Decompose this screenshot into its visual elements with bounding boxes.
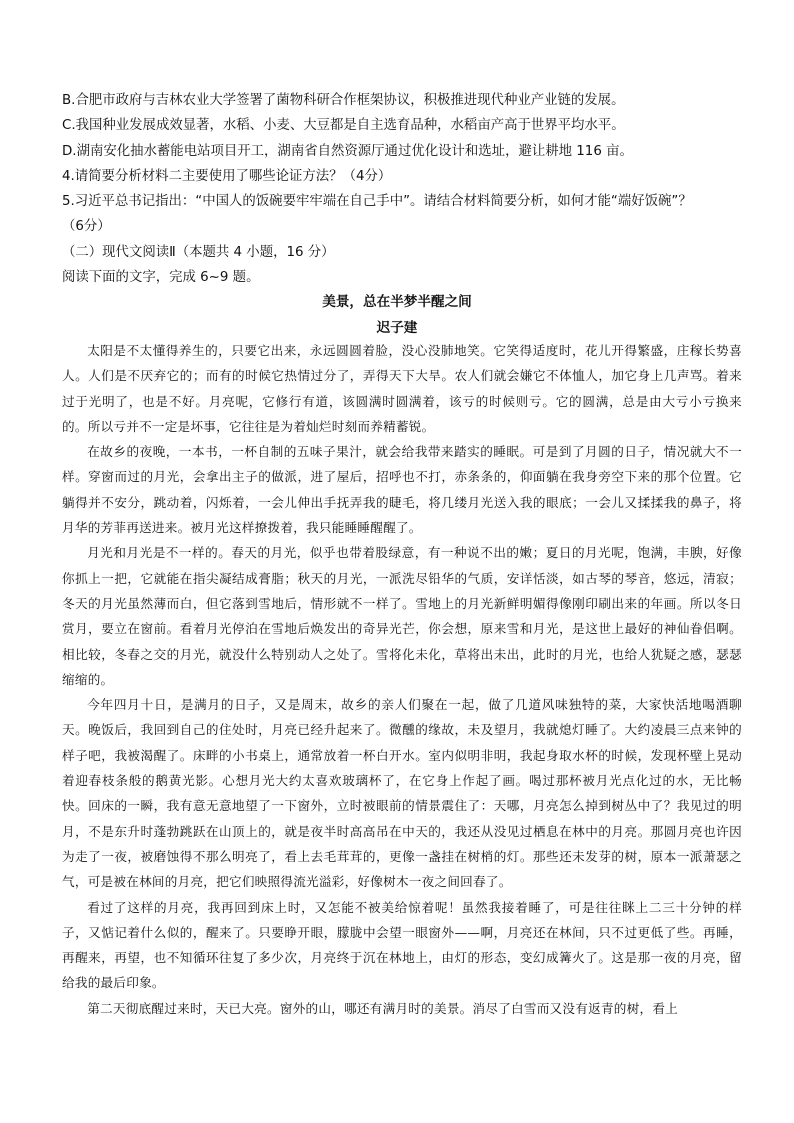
article-paragraph: 第二天彻底醒过来时，天已大亮。窗外的山，哪还有满月时的美景。消尽了白雪而又没有返青的树，看上 bbox=[87, 1000, 678, 1016]
article-title: 美景，总在半梦半醒之间 bbox=[322, 294, 472, 310]
article-paragraph: 看过了这样的月亮，我再回到床上时，又怎能不被美给惊着呢！虽然我接着睡了，可是往往眯上二三十分钟的样子，又惦记着什么似的，醒来了。只要睁开眼，朦胧中会望一眼窗外——啊，月亮还在林间，只不过更低了些。再睡，再醒来，再望，也不知循环往复了多少次，月亮终于沉在林地上，由灯的形态，变幻成篝火了。这是那一夜的月亮，留给我的最后印象。 bbox=[62, 899, 742, 991]
option-c: C.我国种业发展成效显著，水稻、小麦、大豆都是自主选育品种，水稻亩产高于世界平均水平。 bbox=[62, 118, 625, 134]
question-5-line1: 5.习近平总书记指出：“中国人的饭碗要牢牢端在自己手中”。请结合材料简要分析，如何才能“端好饭碗”？ bbox=[62, 194, 692, 210]
option-d: D.湖南安化抽水蓄能电站项目开工，湖南省自然资源厅通过优化设计和选址，避让耕地 116 亩。 bbox=[62, 143, 633, 159]
question-5-line2: （6分） bbox=[62, 219, 111, 235]
article-paragraph: 在故乡的夜晚，一本书，一杯自制的五味子果汁，就会给我带来踏实的睡眠。可是到了月圆的日子，情况就大不一样。穿窗而过的月光，会拿出主子的做派，进了屋后，招呼也不打，赤条条的，仰面躺在我身旁空下来的那个位置。它躺得并不安分，跳动着，闪烁着，一会儿伸出手抚弄我的睫毛，将几缕月光送入我的眼底；一会儿又揉揉我的鼻子，将月华的芳菲再送进来。被月光这样撩拨着，我只能睡睡醒醒了。 bbox=[62, 444, 742, 536]
question-block bbox=[62, 88, 752, 290]
section-header: （二）现代文阅读Ⅱ（本题共 4 小题，16 分） bbox=[62, 244, 335, 260]
option-b: B.合肥市政府与吉林农业大学签署了菌物科研合作框架协议，积极推进现代种业产业链的发展。 bbox=[62, 93, 625, 108]
article-author: 迟子建 bbox=[376, 320, 418, 336]
question-4: 4.请简要分析材料二主要使用了哪些论证方法？（4分） bbox=[62, 168, 392, 184]
reading-instruction: 阅读下面的文字，完成 6~9 题。 bbox=[62, 270, 260, 286]
article-paragraph: 太阳是不太懂得养生的，只要它出来，永远圆圆着脸，没心没肺地笑。它笑得适度时，花儿开得繁盛，庄稼长势喜人。人们是不厌弃它的；而有的时候它热情过分了，弄得天下大旱。农人们就会嫌它不体恤人，加它身上几声骂。着来过于光明了，也是不好。月亮呢，它修行有道，该圆满时圆满着，该亏的时候则亏。它的圆满，总是由大亏小亏换来的。所以亏并不一定是坏事，它往往是为着灿烂时刻而养精蓄锐。 bbox=[62, 343, 742, 434]
article-paragraph: 今年四月十日，是满月的日子，又是周末，故乡的亲人们聚在一起，做了几道风味独特的菜，大家快活地喝酒聊天。晚饭后，我回到自己的住处时，月亮已经升起来了。微醺的缘故，未及望月，我就熄灯睡了。大约凌晨三点来钟的样子吧，我被渴醒了。床畔的小书桌上，通常放着一杯白开水。室内似明非明，我起身取水杯的时候，发现杯壁上晃动着迎春枝条般的鹅黄光影。心想月光大约太喜欢玻璃杯了，在它身上作起了画。喝过那杯被月光点化过的水，无比畅快。回床的一瞬，我有意无意地望了一下窗外，立时被眼前的情景震住了：天哪，月亮怎么掉到树丛中了？我见过的明月，不是东升时蓬勃跳跃在山顶上的，就是夜半时高高吊在中天的，我还从没见过栖息在林中的月亮。那圆月亮也许因为走了一夜，被磨蚀得不那么明亮了，看上去毛茸茸的，更像一盏挂在树梢的灯。那些还未发芽的树，原本一派萧瑟之气，可是被在林间的月亮，把它们映照得流光溢彩，好像树木一夜之间回春了。 bbox=[62, 697, 742, 890]
article-paragraph: 月光和月光是不一样的。春天的月光，似乎也带着股绿意，有一种说不出的嫩；夏日的月光呢，饱满，丰腴，好像你抓上一把，它就能在指尖凝结成膏脂；秋天的月光，一派洗尽铅华的气质，安详恬淡，如古琴的琴音，悠远，清寂；冬天的月光虽然薄而白，但它落到雪地后，情形就不一样了。雪地上的月光新鲜明媚得像刚印刷出来的年画。所以冬日赏月，要立在窗前。看着月光停泊在雪地后焕发出的奇异光芒，你会想，原来雪和月光，是这世上最好的神仙眷侣啊。相比较，冬春之交的月光，就没什么特别动人之处了。雪将化未化，草将出未出，此时的月光，也给人犹疑之感，瑟瑟缩缩的。 bbox=[62, 545, 742, 687]
article-body bbox=[62, 338, 742, 1021]
